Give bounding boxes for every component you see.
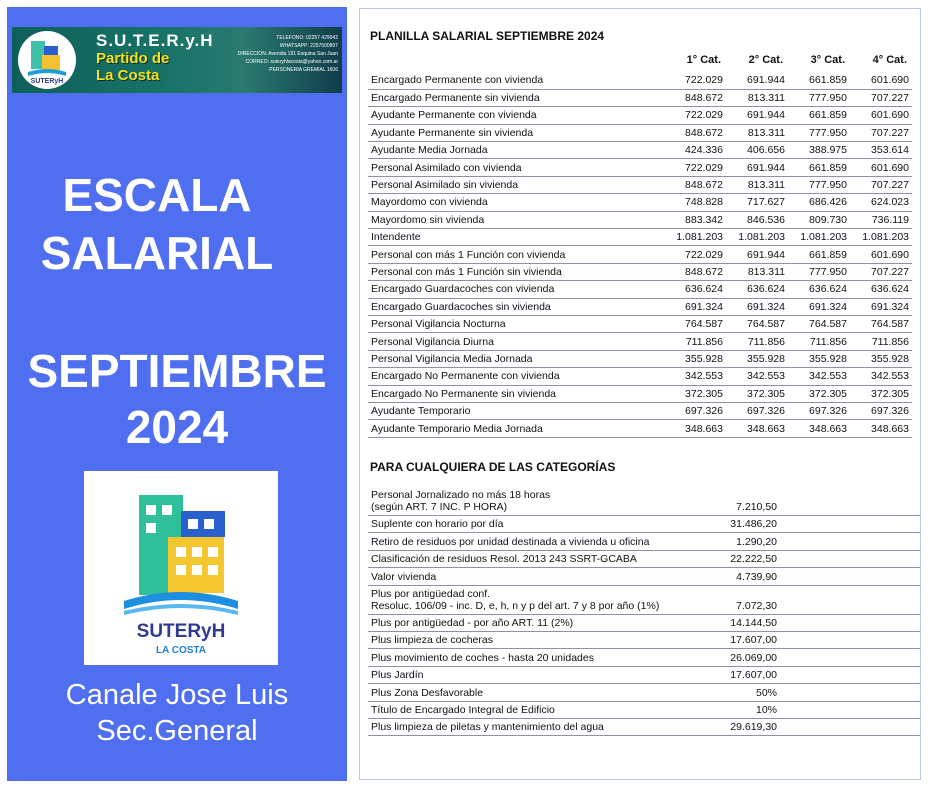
cell-cat-2: 697.326 — [726, 402, 788, 419]
table-row — [368, 89, 912, 106]
table-row — [368, 298, 912, 315]
cell-cat-2: 717.627 — [726, 194, 788, 211]
table-row — [368, 263, 912, 280]
table-row — [368, 176, 912, 193]
category-header-3: 3° Cat. — [810, 54, 845, 66]
extra-value: 10% — [670, 701, 780, 718]
extra-label-line1: Plus limpieza de cocheras — [371, 634, 493, 647]
table-row — [368, 684, 920, 701]
svg-text:SUTERyH: SUTERyH — [30, 78, 64, 85]
cell-cat-1: 691.324 — [664, 298, 726, 315]
left-panel — [7, 7, 347, 781]
table-row — [368, 159, 912, 176]
suteryh-logo-icon — [84, 471, 278, 665]
banner-contact-info — [212, 34, 338, 74]
row-label: Intendente — [368, 229, 664, 246]
cell-cat-4: 707.227 — [850, 176, 912, 193]
cell-cat-1: 848.672 — [664, 263, 726, 280]
table-row — [368, 315, 912, 332]
cell-cat-2: 846.536 — [726, 211, 788, 228]
extra-label — [368, 550, 670, 567]
row-label: Mayordomo con vivienda — [368, 194, 664, 211]
cell-cat-2: 691.944 — [726, 107, 788, 124]
extra-label-line1: Plus Jardín — [371, 669, 424, 682]
extra-label-line2: (según ART. 7 INC. P HORA) — [371, 501, 508, 513]
blank-cell — [780, 568, 920, 585]
row-label: Encargado No Permanente con vivienda — [368, 368, 664, 385]
cell-cat-4: 601.690 — [850, 159, 912, 176]
table-row — [368, 516, 920, 533]
table-row — [368, 402, 912, 419]
extra-label — [368, 614, 670, 631]
table-row — [368, 211, 912, 228]
blank-cell — [780, 631, 920, 648]
cell-cat-4: 707.227 — [850, 89, 912, 106]
cell-cat-3: 348.663 — [788, 420, 850, 437]
cell-cat-1: 722.029 — [664, 246, 726, 263]
cell-cat-3: 697.326 — [788, 402, 850, 419]
row-label: Personal con más 1 Función con vivienda — [368, 246, 664, 263]
cell-cat-1: 722.029 — [664, 107, 726, 124]
row-label: Personal Vigilancia Nocturna — [368, 315, 664, 332]
extras-table — [368, 487, 920, 736]
extra-label-line1: Clasificación de residuos Resol. 2013 243 SSRT-GCABA — [371, 553, 637, 566]
cell-cat-3: 809.730 — [788, 211, 850, 228]
cell-cat-2: 691.944 — [726, 159, 788, 176]
cell-cat-3: 686.426 — [788, 194, 850, 211]
table-row — [368, 229, 912, 246]
heading-year: 2024 — [125, 401, 229, 453]
row-label: Encargado Permanente con vivienda — [368, 72, 664, 89]
table-row — [368, 281, 912, 298]
blank-cell — [780, 550, 920, 567]
cell-cat-1: 636.624 — [664, 281, 726, 298]
extra-label-line1: Plus limpieza de piletas y mantenimiento del agua — [371, 721, 604, 734]
cell-cat-3: 372.305 — [788, 385, 850, 402]
sheet-title: PLANILLA SALARIAL SEPTIEMBRE 2024 — [370, 29, 605, 43]
table-row — [368, 649, 920, 666]
cell-cat-1: 748.828 — [664, 194, 726, 211]
cell-cat-4: 707.227 — [850, 124, 912, 141]
extra-value: 7.072,30 — [670, 585, 780, 614]
blank-cell — [780, 666, 920, 683]
banner-title: S.U.T.E.R.y.H — [96, 31, 214, 50]
cell-cat-1: 848.672 — [664, 124, 726, 141]
row-label: Personal Vigilancia Diurna — [368, 333, 664, 350]
extra-label-line1: Retiro de residuos por unidad destinada a vivienda u oficina — [371, 535, 650, 548]
cell-cat-2: 406.656 — [726, 142, 788, 159]
cell-cat-3: 661.859 — [788, 107, 850, 124]
extra-label — [368, 701, 670, 718]
table-row — [368, 533, 920, 550]
row-label: Encargado Guardacoches sin vivienda — [368, 298, 664, 315]
table-row — [368, 701, 920, 718]
category-header-2: 2° Cat. — [748, 54, 783, 66]
table-row — [368, 194, 912, 211]
extra-label-line1: Suplente con horario por día — [371, 518, 504, 531]
blank-cell — [780, 533, 920, 550]
cell-cat-1: 697.326 — [664, 402, 726, 419]
banner-subtitle-line2: La Costa — [96, 67, 160, 84]
extra-label-line1: Personal Jornalizado no más 18 horas — [371, 489, 551, 501]
table-row — [368, 72, 912, 89]
category-header-1: 1° Cat. — [686, 54, 721, 66]
blank-cell — [780, 585, 920, 614]
cell-cat-2: 691.324 — [726, 298, 788, 315]
blank-cell — [780, 516, 920, 533]
cell-cat-4: 342.553 — [850, 368, 912, 385]
extra-label-line2: Resoluc. 106/09 - inc. D, e, h, n y p del art. 7 y 8 por año (1%) — [371, 599, 660, 612]
cell-cat-4: 624.023 — [850, 194, 912, 211]
table-row — [368, 550, 920, 567]
blank-cell — [780, 487, 920, 516]
heading-month: SEPTIEMBRE — [27, 345, 327, 397]
blank-cell — [780, 649, 920, 666]
row-label: Ayudante Permanente con vivienda — [368, 107, 664, 124]
category-header-4: 4° Cat. — [872, 54, 907, 66]
cell-cat-1: 848.672 — [664, 176, 726, 193]
extra-value: 17.607,00 — [670, 631, 780, 648]
cell-cat-2: 1.081.203 — [726, 229, 788, 246]
cell-cat-2: 813.311 — [726, 263, 788, 280]
table-row — [368, 718, 920, 735]
extra-value: 26.069,00 — [670, 649, 780, 666]
table-row — [368, 631, 920, 648]
cell-cat-4: 353.614 — [850, 142, 912, 159]
section2-title: PARA CUALQUIERA DE LAS CATEGORÍAS — [370, 460, 616, 474]
cell-cat-2: 691.944 — [726, 246, 788, 263]
extra-label — [368, 487, 670, 516]
row-label: Encargado No Permanente sin vivienda — [368, 385, 664, 402]
cell-cat-3: 691.324 — [788, 298, 850, 315]
extra-label-line1: Plus por antigüedad conf. — [371, 587, 491, 600]
extra-value: 4.739,90 — [670, 568, 780, 585]
row-label: Personal Asimilado con vivienda — [368, 159, 664, 176]
secretary-role: Sec.General — [96, 715, 258, 747]
cell-cat-2: 691.944 — [726, 72, 788, 89]
row-label: Ayudante Permanente sin vivienda — [368, 124, 664, 141]
union-logo — [84, 471, 278, 665]
table-row — [368, 333, 912, 350]
cell-cat-1: 883.342 — [664, 211, 726, 228]
table-row — [368, 107, 912, 124]
extra-value: 17.607,00 — [670, 666, 780, 683]
cell-cat-4: 348.663 — [850, 420, 912, 437]
banner-email: CORREO: suteryhlacosta@yahoo.com.ar — [245, 59, 338, 65]
heading-salarial: SALARIAL — [40, 227, 274, 279]
cell-cat-3: 764.587 — [788, 315, 850, 332]
cell-cat-3: 661.859 — [788, 246, 850, 263]
svg-text:SUTERyH: SUTERyH — [136, 621, 226, 642]
extra-label — [368, 684, 670, 701]
extra-value: 50% — [670, 684, 780, 701]
cell-cat-2: 636.624 — [726, 281, 788, 298]
cell-cat-4: 601.690 — [850, 107, 912, 124]
extra-label — [368, 649, 670, 666]
extra-value: 7.210,50 — [670, 487, 780, 516]
secretary-name: Canale Jose Luis — [65, 679, 289, 711]
cell-cat-3: 636.624 — [788, 281, 850, 298]
blank-cell — [780, 718, 920, 735]
row-label: Mayordomo sin vivienda — [368, 211, 664, 228]
cell-cat-4: 372.305 — [850, 385, 912, 402]
banner-subtitle — [96, 50, 169, 84]
cell-cat-2: 348.663 — [726, 420, 788, 437]
cell-cat-3: 355.928 — [788, 350, 850, 367]
extra-label — [368, 568, 670, 585]
table-row — [368, 350, 912, 367]
cell-cat-3: 711.856 — [788, 333, 850, 350]
row-label: Personal con más 1 Función sin vivienda — [368, 263, 664, 280]
cell-cat-3: 777.950 — [788, 124, 850, 141]
blank-cell — [780, 614, 920, 631]
cell-cat-2: 813.311 — [726, 176, 788, 193]
cell-cat-4: 691.324 — [850, 298, 912, 315]
table-row — [368, 614, 920, 631]
banner-address: DIRECCION: Avenida 191 Esquina San Juan — [237, 51, 338, 57]
cell-cat-1: 848.672 — [664, 89, 726, 106]
cell-cat-2: 342.553 — [726, 368, 788, 385]
salary-sheet — [359, 8, 921, 780]
extra-value: 31.486,20 — [670, 516, 780, 533]
cell-cat-3: 661.859 — [788, 72, 850, 89]
row-label: Personal Asimilado sin vivienda — [368, 176, 664, 193]
cell-cat-2: 764.587 — [726, 315, 788, 332]
blank-cell — [780, 684, 920, 701]
cell-cat-3: 777.950 — [788, 176, 850, 193]
cell-cat-4: 736.119 — [850, 211, 912, 228]
row-label: Encargado Guardacoches con vivienda — [368, 281, 664, 298]
row-label: Ayudante Media Jornada — [368, 142, 664, 159]
table-row — [368, 124, 912, 141]
cell-cat-4: 601.690 — [850, 246, 912, 263]
extra-label-line1: Valor vivienda — [371, 570, 437, 583]
extra-label — [368, 533, 670, 550]
extra-value: 1.290,20 — [670, 533, 780, 550]
table-row — [368, 666, 920, 683]
cell-cat-4: 711.856 — [850, 333, 912, 350]
extra-label — [368, 516, 670, 533]
cell-cat-1: 342.553 — [664, 368, 726, 385]
extra-label — [368, 585, 670, 614]
table-row — [368, 420, 912, 437]
header-banner — [12, 27, 342, 93]
table-row — [368, 585, 920, 614]
cell-cat-1: 372.305 — [664, 385, 726, 402]
extra-value: 22.222,50 — [670, 550, 780, 567]
cell-cat-3: 661.859 — [788, 159, 850, 176]
table-row — [368, 385, 912, 402]
building-logo-icon — [18, 31, 76, 89]
table-row — [368, 368, 912, 385]
cell-cat-1: 722.029 — [664, 159, 726, 176]
cell-cat-4: 636.624 — [850, 281, 912, 298]
cell-cat-3: 1.081.203 — [788, 229, 850, 246]
cell-cat-2: 813.311 — [726, 89, 788, 106]
cell-cat-4: 697.326 — [850, 402, 912, 419]
heading-escala: ESCALA — [62, 169, 252, 221]
salary-table — [368, 72, 912, 438]
row-label: Personal Vigilancia Media Jornada — [368, 350, 664, 367]
blank-cell — [780, 701, 920, 718]
extra-label-line1: Plus movimiento de coches - hasta 20 unidades — [371, 651, 594, 664]
svg-text:LA COSTA: LA COSTA — [156, 645, 206, 656]
row-label: Encargado Permanente sin vivienda — [368, 89, 664, 106]
cell-cat-2: 372.305 — [726, 385, 788, 402]
cell-cat-1: 355.928 — [664, 350, 726, 367]
cell-cat-4: 601.690 — [850, 72, 912, 89]
cell-cat-2: 355.928 — [726, 350, 788, 367]
table-row — [368, 487, 920, 516]
extra-label — [368, 666, 670, 683]
row-label: Ayudante Temporario — [368, 402, 664, 419]
extra-value: 29.619,30 — [670, 718, 780, 735]
cell-cat-1: 424.336 — [664, 142, 726, 159]
extra-label-line1: Título de Encargado Integral de Edificio — [371, 703, 555, 716]
row-label: Ayudante Temporario Media Jornada — [368, 420, 664, 437]
cell-cat-1: 1.081.203 — [664, 229, 726, 246]
banner-whatsapp: WHATSAPP: 2257500897 — [279, 43, 338, 49]
table-row — [368, 142, 912, 159]
extra-label-line1: Plus por antigüedad - por año ART. 11 (2%) — [371, 616, 574, 629]
banner-subtitle-line1: Partido de — [96, 50, 170, 67]
banner-logo — [18, 31, 76, 89]
banner-phone: TELEFONO: 02257 429042 — [276, 35, 338, 41]
cell-cat-2: 711.856 — [726, 333, 788, 350]
cell-cat-4: 707.227 — [850, 263, 912, 280]
table-row — [368, 246, 912, 263]
cell-cat-1: 722.029 — [664, 72, 726, 89]
extra-label-line1: Plus Zona Desfavorable — [371, 686, 484, 699]
extra-label — [368, 631, 670, 648]
extra-label — [368, 718, 670, 735]
cell-cat-1: 764.587 — [664, 315, 726, 332]
cell-cat-3: 388.975 — [788, 142, 850, 159]
banner-personeria: PERSONERIA GREMIAL 1606 — [269, 67, 338, 73]
cell-cat-3: 777.950 — [788, 89, 850, 106]
extra-value: 14.144,50 — [670, 614, 780, 631]
cell-cat-1: 711.856 — [664, 333, 726, 350]
cell-cat-4: 355.928 — [850, 350, 912, 367]
cell-cat-4: 1.081.203 — [850, 229, 912, 246]
cell-cat-1: 348.663 — [664, 420, 726, 437]
cell-cat-3: 777.950 — [788, 263, 850, 280]
table-row — [368, 568, 920, 585]
cell-cat-2: 813.311 — [726, 124, 788, 141]
cell-cat-3: 342.553 — [788, 368, 850, 385]
cell-cat-4: 764.587 — [850, 315, 912, 332]
